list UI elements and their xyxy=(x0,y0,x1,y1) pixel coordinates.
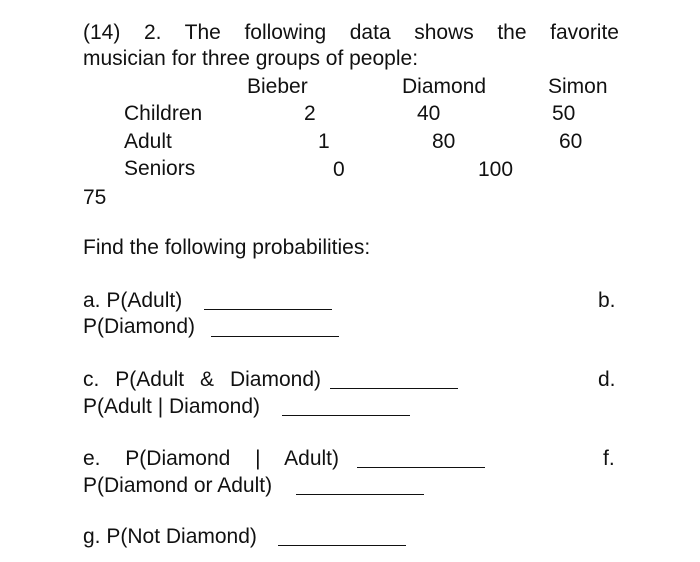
cell-adult-diamond: 80 xyxy=(432,130,456,153)
question-c: c. P(Adult & Diamond) xyxy=(83,368,321,391)
cell-children-diamond: 40 xyxy=(417,102,441,125)
question-f-label: f. xyxy=(603,447,615,470)
question-f: P(Diamond or Adult) xyxy=(83,474,273,497)
answer-blank-g[interactable] xyxy=(278,545,406,546)
header-simon: Simon xyxy=(548,75,608,98)
cell-children-bieber: 2 xyxy=(304,102,316,125)
question-d: P(Adult | Diamond) xyxy=(83,395,261,418)
cell-adult-simon: 60 xyxy=(559,130,583,153)
cell-seniors-simon: 75 xyxy=(83,186,107,209)
instruction-text: Find the following probabilities: xyxy=(83,236,371,259)
cell-adult-bieber: 1 xyxy=(318,130,330,153)
question-g: g. P(Not Diamond) xyxy=(83,525,257,548)
row-label-children: Children xyxy=(124,102,203,125)
cell-children-simon: 50 xyxy=(552,102,576,125)
cell-seniors-bieber: 0 xyxy=(333,158,345,181)
answer-blank-f[interactable] xyxy=(296,494,424,495)
cell-seniors-diamond: 100 xyxy=(478,158,514,181)
answer-blank-c[interactable] xyxy=(330,388,458,389)
question-d-label: d. xyxy=(598,368,616,391)
question-b: P(Diamond) xyxy=(83,315,196,338)
answer-blank-d[interactable] xyxy=(282,415,410,416)
answer-blank-e[interactable] xyxy=(357,467,485,468)
question-e: e. P(Diamond | Adult) xyxy=(83,447,339,470)
question-a: a. P(Adult) xyxy=(83,289,183,312)
row-label-seniors: Seniors xyxy=(124,157,196,180)
question-b-label: b. xyxy=(598,289,616,312)
problem-title-line-2: musician for three groups of people: xyxy=(83,47,419,70)
answer-blank-b[interactable] xyxy=(211,336,339,337)
row-label-adult: Adult xyxy=(124,130,172,153)
answer-blank-a[interactable] xyxy=(204,309,332,310)
header-diamond: Diamond xyxy=(402,75,487,98)
header-bieber: Bieber xyxy=(247,75,308,98)
problem-title-line-1: (14) 2. The following data shows the favorite xyxy=(83,21,619,44)
